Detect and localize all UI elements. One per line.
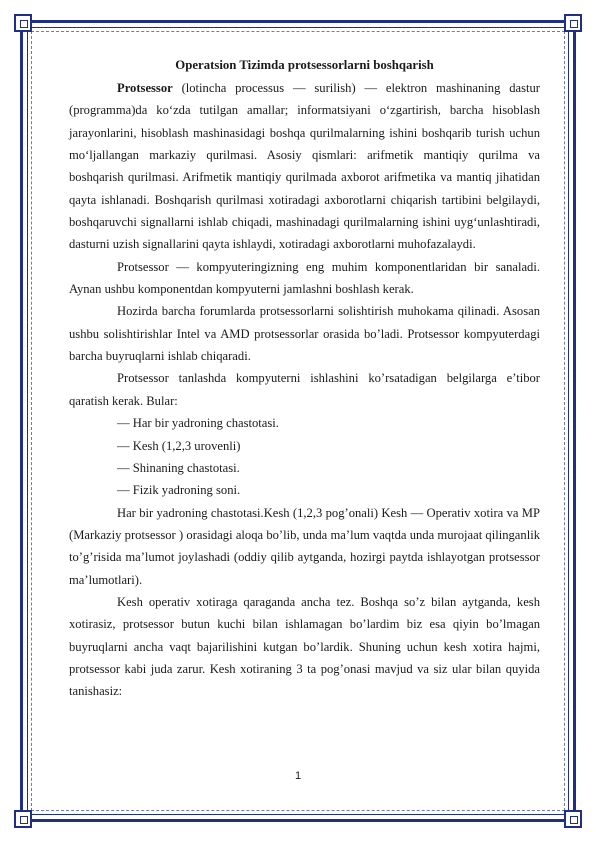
- list-item: — Fizik yadroning soni.: [117, 483, 241, 498]
- corner-ornament-icon: [14, 14, 32, 32]
- corner-ornament-icon: [564, 810, 582, 828]
- paragraph-3: Hozirda barcha forumlarda protsessorlarni solishtirish muhokama qilinadi. Asosan ushbu solishtirishlar Intel va AMD protsessorlar orasida bo’ladi. Protsessor kompyuterdagi barcha buyruqlarni ishlab chiqaradi.: [69, 304, 540, 364]
- list-item: — Kesh (1,2,3 urovenli): [117, 438, 241, 453]
- document-title: Operatsion Tizimda protsessorlarni boshqarish: [175, 58, 434, 72]
- term-protsessor: Protsessor: [117, 81, 173, 95]
- paragraph-6: Kesh operativ xotiraga qaraganda ancha tez. Boshqa so’z bilan aytganda, kesh xotirasiz, protsessor butun kuchi bilan ishlamagan bo’lardim biz esa qiyin bo’lmagan buyruqlarni ancha vaqt bajarilishini kutgan bo’lardik. Shuning uchun kesh xotira hajmi, protsessor kabi juda zarur. Kesh xotiraning 3 ta pog’onasi mavjud va siz ular bilan quyida tanishasiz:: [69, 594, 540, 699]
- corner-ornament-icon: [564, 14, 582, 32]
- paragraph-2: Protsessor — kompyuteringizning eng muhim komponentlaridan bir sanaladi. Aynan ushbu komponentdan kompyuterni jamlashni boshlash kerak.: [69, 259, 540, 297]
- intro-text: (lotincha processus — surilish) — elektron mashinaning dastur (programma)da ko‘zda tutilgan amallar; informatsiyani o‘zgartirish, barcha hisoblash jarayonlarini, hisoblash mashinasidagi boshqa qurilmalarning ishini boshqarib turish uchun mo‘ljallangan markaziy qurilmasi. Asosiy qismlari: arifmetik mantiqiy qurilma va boshqarish qurilmasi. Arifmetik mantiqiy qurilmada axborot arifmetika va mantiq jihatidan qayta ishlanadi. Boshqarish qurilmasi xotiradagi axborotlarni chiqarish tartibini belgilaydi, boshqaruvchi signallarni ishlab chiqadi, mashinadagi qurilmalarning ishini uyg‘unlashtiradi, dasturni uzish signallarini qayta ishlaydi, xotiradagi axborotlarni muhofazalaydi.: [69, 81, 540, 252]
- paragraph-4: Protsessor tanlashda kompyuterni ishlashini ko’rsatadigan belgilarga e’tibor qaratish kerak. Bular:: [69, 371, 540, 408]
- list-item: — Shinaning chastotasi.: [117, 460, 240, 475]
- document-body: [69, 56, 540, 703]
- paragraph-5: Har bir yadroning chastotasi.Kesh (1,2,3 pog’onali) Kesh — Operativ xotira va MP (Markaziy protsessor ) orasidagi aloqa bo’lib, unda ma’lum vaqtda unda murojaat qilinganlik to’g’risida ma’lumot joylashadi (oddiy qilib aytganda, hozirgi paytda ishlayotgan protsessor ma’lumotlari).: [69, 505, 540, 587]
- corner-ornament-icon: [14, 810, 32, 828]
- page-number: 1: [294, 770, 302, 782]
- list-item: — Har bir yadroning chastotasi.: [117, 416, 279, 431]
- paragraph-intro: [69, 77, 540, 256]
